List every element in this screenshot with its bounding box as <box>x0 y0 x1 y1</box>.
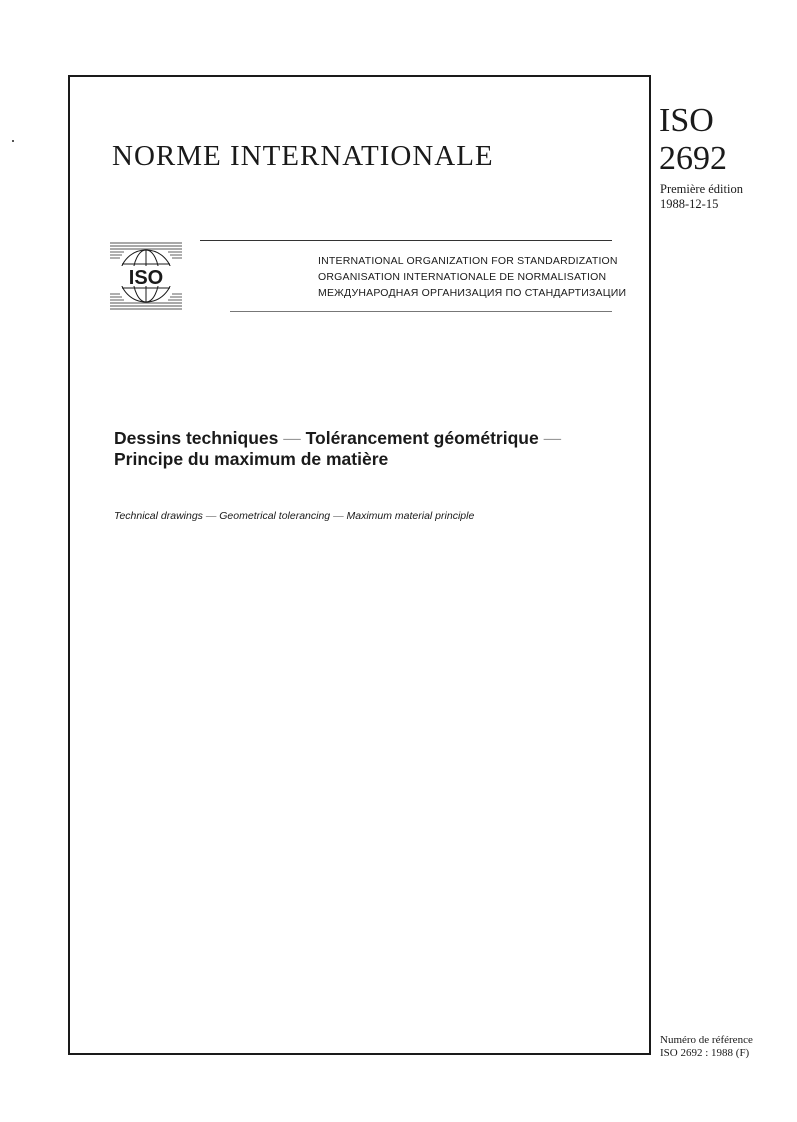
reference-label: Numéro de référence <box>660 1034 753 1046</box>
standard-prefix: ISO <box>659 102 714 139</box>
reference-value: ISO 2692 : 1988 (F) <box>660 1047 750 1059</box>
title-separator: — <box>283 428 301 448</box>
org-name-fr: ORGANISATION INTERNATIONALE DE NORMALISATION <box>318 271 607 283</box>
org-bottom-rule <box>230 311 612 312</box>
subtitle-part-3: Maximum material principle <box>346 510 475 522</box>
title-part-1: Dessins techniques <box>114 428 279 448</box>
title-part-2: Tolérancement géométrique <box>305 428 539 448</box>
standard-identifier <box>659 102 727 178</box>
subtitle-separator-2: — <box>333 510 344 522</box>
subtitle-part-2: Geometrical tolerancing <box>219 510 331 522</box>
edition-date: 1988-12-15 <box>660 197 719 211</box>
reference-number <box>660 1034 753 1060</box>
iso-logo-text: ISO <box>128 267 164 289</box>
title-trailing-dash: — <box>543 428 562 448</box>
standard-number: 2692 <box>659 140 727 177</box>
title-line-2: Principe du maximum de matière <box>114 449 389 469</box>
scan-speck <box>12 140 14 142</box>
document-type-title: NORME INTERNATIONALE <box>112 140 494 172</box>
organization-names <box>318 253 626 301</box>
iso-logo-icon <box>110 240 182 312</box>
english-title <box>114 510 474 522</box>
edition-label: Première édition <box>660 182 743 196</box>
org-top-rule <box>200 240 612 241</box>
cover-frame <box>68 75 651 1055</box>
org-name-ru: МЕЖДУНАРОДНАЯ ОРГАНИЗАЦИЯ ПО СТАНДАРТИЗАЦИИ <box>318 287 627 299</box>
title-line-1 <box>114 428 561 449</box>
document-title <box>114 428 561 470</box>
org-name-en: INTERNATIONAL ORGANIZATION FOR STANDARDIZATION <box>318 255 618 267</box>
subtitle-part-1: Technical drawings <box>114 510 203 522</box>
subtitle-separator-1: — <box>205 510 217 522</box>
edition-info <box>660 182 743 212</box>
